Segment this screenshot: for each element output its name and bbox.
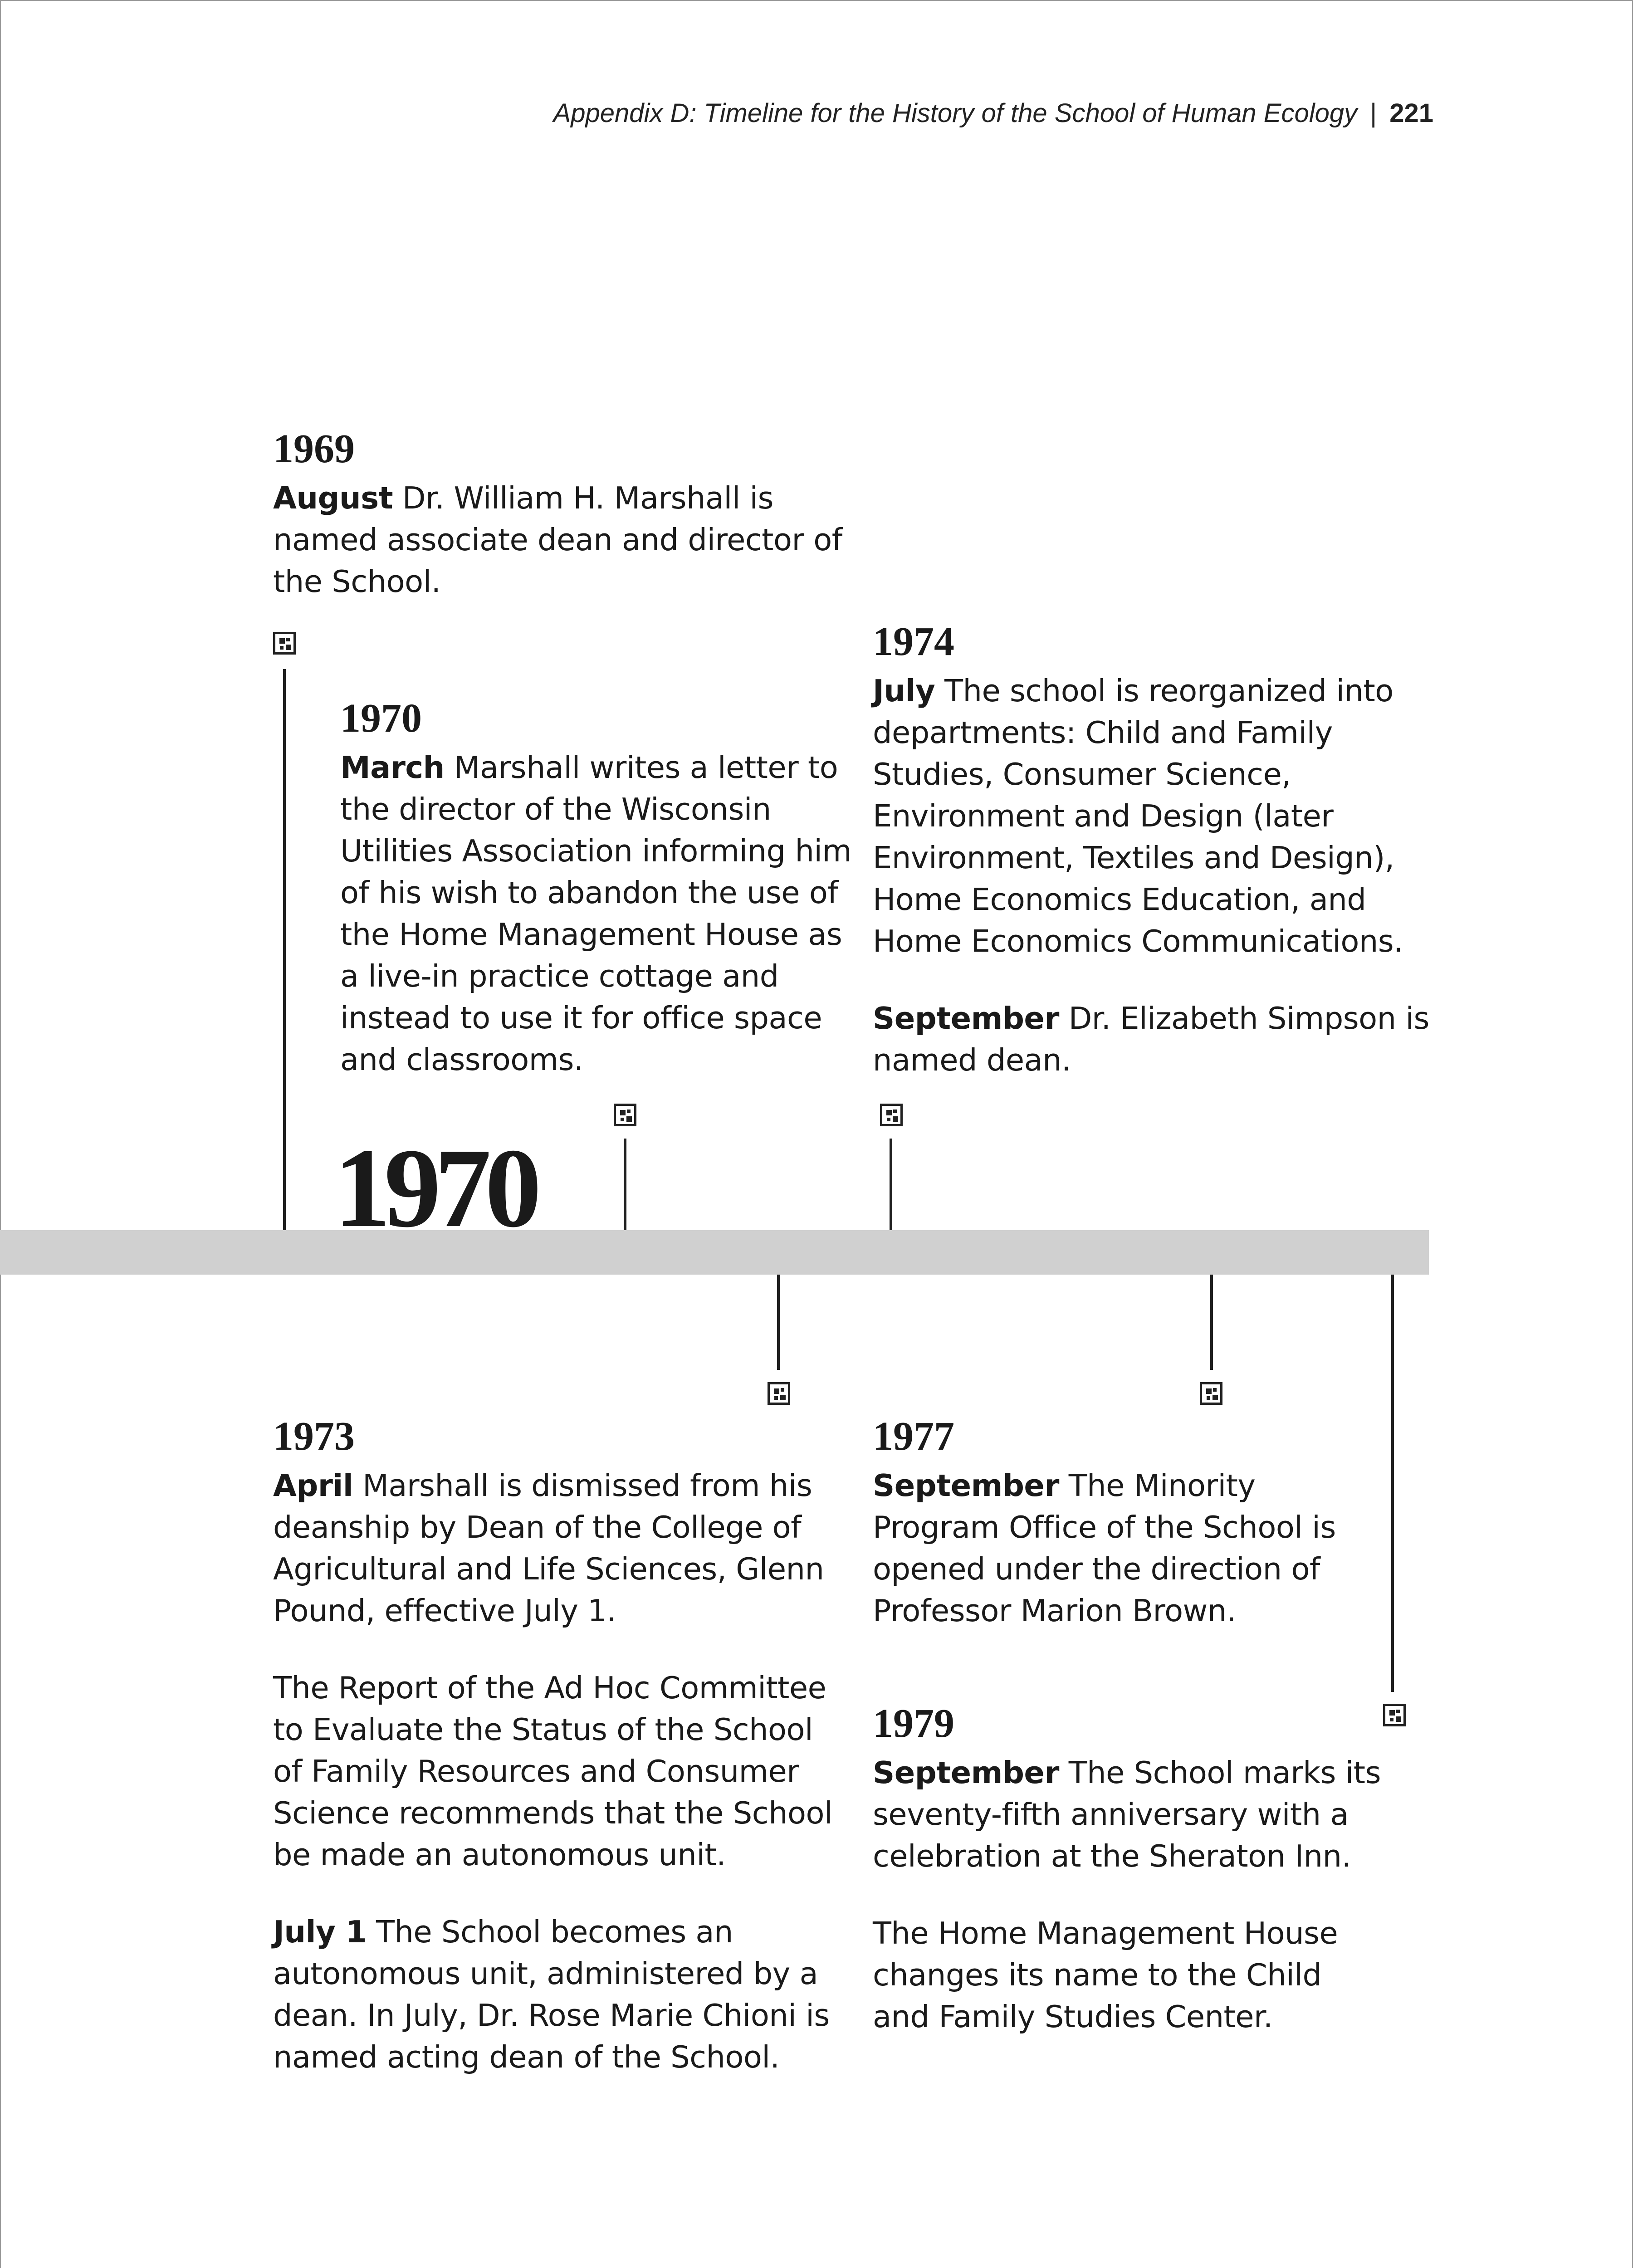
connector-1969 — [283, 669, 286, 1230]
entry-text: Marshall is dismissed from his deanship by Dean of the College of Agricultural and Life Sciences, Glenn Pound, effective July 1. — [273, 1468, 824, 1628]
marker-icon-1973 — [768, 1382, 790, 1405]
entry-text: Dr. Elizabeth Simpson is named dean. — [873, 1001, 1429, 1078]
marker-icon-1969 — [273, 632, 296, 655]
timeline-decade-label: 1970 — [334, 1125, 535, 1251]
entry-year: 1970 — [340, 696, 422, 741]
entry-lead: April — [273, 1468, 353, 1503]
entry-text: Dr. William H. Marshall is named associate dean and director of the School. — [273, 480, 842, 599]
marker-icon-1974 — [880, 1104, 903, 1126]
timeline-entry-1973 — [273, 1414, 840, 2078]
connector-1970 — [624, 1139, 626, 1230]
entry-lead: September — [873, 1468, 1059, 1503]
entry-text: The Minority Program Office of the School is opened under the direction of Professor Marion Brown. — [873, 1468, 1336, 1628]
page-number: 221 — [1389, 98, 1433, 128]
connector-1973 — [777, 1275, 780, 1370]
timeline-entry-1979 — [873, 1701, 1385, 2038]
entry-paragraph: The Home Management House changes its name to the Child and Family Studies Center. — [873, 1916, 1338, 2034]
entry-lead: March — [340, 750, 445, 785]
timeline-entry-1974 — [873, 619, 1435, 1081]
running-head-separator: | — [1370, 98, 1377, 128]
timeline-entry-1969 — [273, 426, 845, 602]
marker-icon-1970 — [614, 1104, 636, 1126]
entry-text: Marshall writes a letter to the director of the Wisconsin Utilities Association informing him of his wish to abandon the use of the Home Management House as a live-in practice cottage and instead to use it for office space and classrooms. — [340, 750, 852, 1077]
connector-1977 — [1210, 1275, 1213, 1370]
entry-year: 1973 — [273, 1414, 355, 1459]
entry-year: 1969 — [273, 426, 355, 471]
entry-paragraph — [273, 477, 845, 602]
running-head-title: Appendix D: Timeline for the History of the School of Human Ecology — [553, 98, 1358, 128]
timeline-entry-1970 — [340, 696, 862, 1080]
connector-1974 — [890, 1139, 892, 1230]
entry-lead: July 1 — [273, 1914, 367, 1950]
entry-lead: August — [273, 480, 393, 516]
entry-year: 1977 — [873, 1414, 954, 1459]
entry-paragraph: The Report of the Ad Hoc Committee to Evaluate the Status of the School of Family Resources and Consumer Science recommends that the School be made an autonomous unit. — [273, 1670, 833, 1872]
entry-year: 1974 — [873, 619, 954, 664]
entry-paragraph — [873, 1752, 1385, 1877]
entry-lead: September — [873, 1755, 1059, 1790]
entry-paragraph — [873, 997, 1435, 1081]
entry-year: 1979 — [873, 1701, 954, 1746]
connector-1979 — [1391, 1275, 1394, 1692]
entry-paragraph — [273, 1465, 840, 1632]
timeline-entry-1977 — [873, 1414, 1385, 1632]
entry-paragraph — [873, 670, 1435, 962]
entry-lead: July — [873, 673, 935, 709]
timeline-band — [0, 1230, 1429, 1275]
entry-text: The School marks its seventy-fifth anniversary with a celebration at the Sheraton Inn. — [873, 1755, 1381, 1874]
entry-paragraph — [340, 747, 862, 1080]
entry-text: The school is reorganized into departments: Child and Family Studies, Consumer Science, Environment and Design (later Environment, Textiles and Design), Home Economics Education, and Home Economics Communications. — [873, 673, 1403, 959]
marker-icon-1979 — [1383, 1704, 1406, 1726]
marker-icon-1977 — [1200, 1382, 1222, 1405]
running-head — [27, 95, 1433, 132]
entry-text: The School becomes an autonomous unit, administered by a dean. In July, Dr. Rose Marie Chioni is named acting dean of the School. — [273, 1914, 830, 2075]
entry-lead: September — [873, 1001, 1059, 1036]
entry-paragraph — [873, 1465, 1385, 1632]
entry-paragraph — [273, 1911, 840, 2078]
